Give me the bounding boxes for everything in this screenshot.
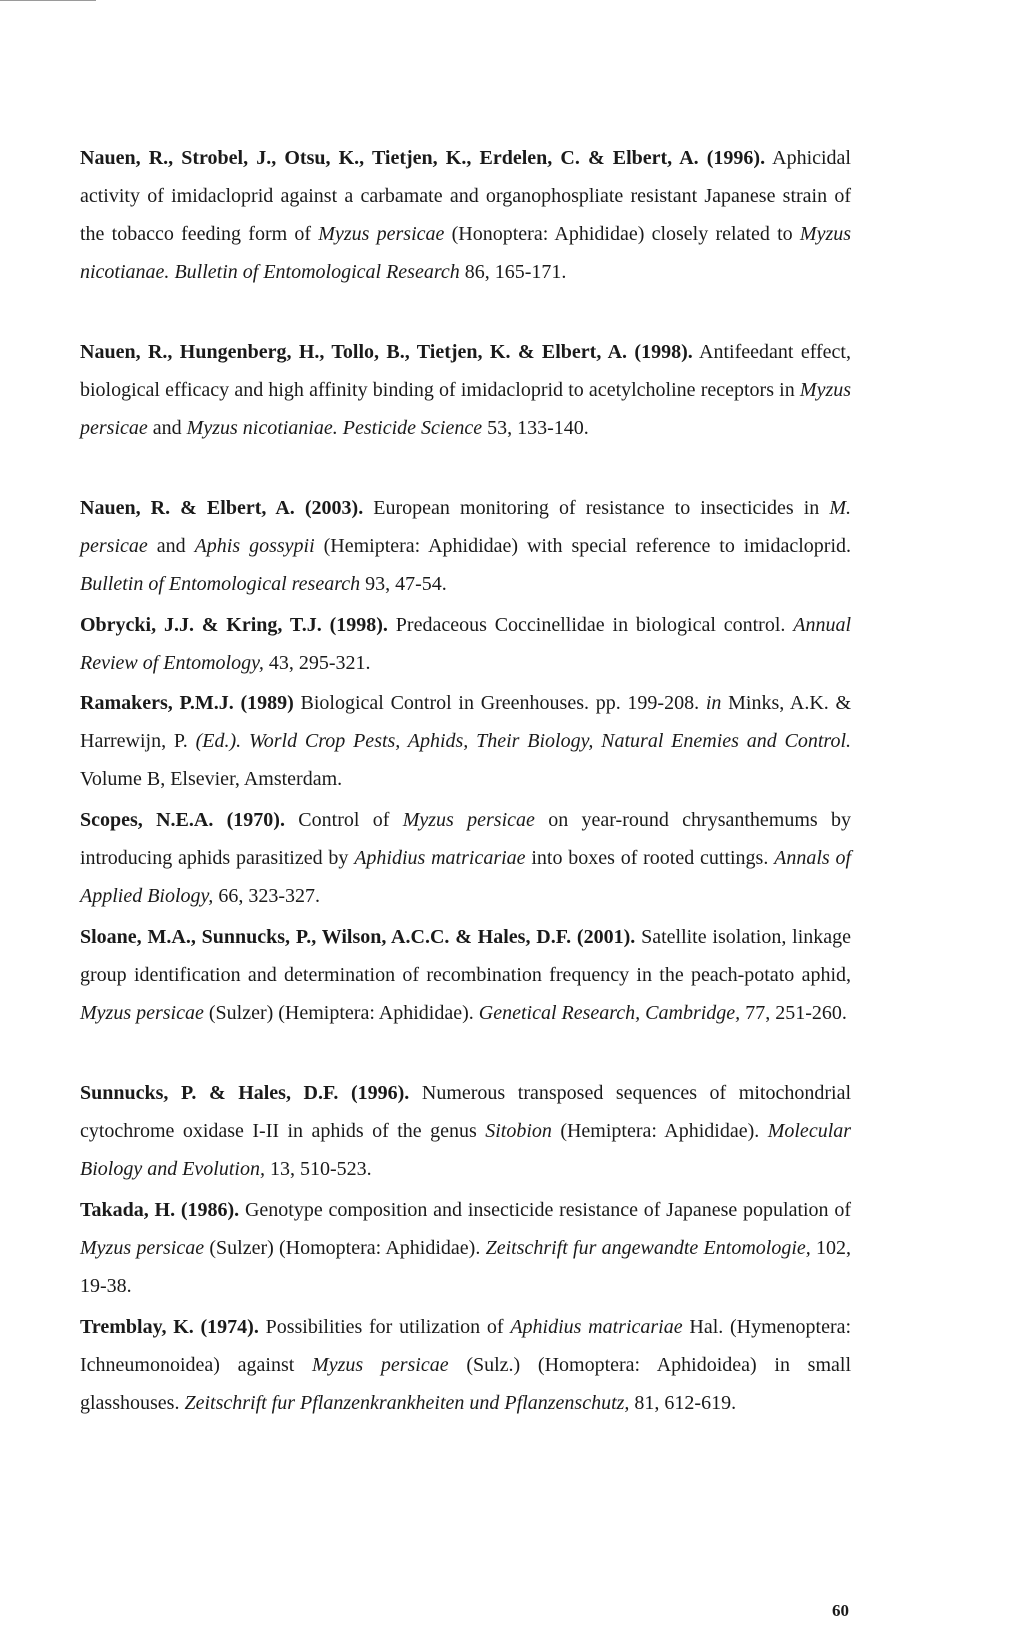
in-marker: in bbox=[705, 692, 722, 714]
journal-name: Bulletin of Entomological research bbox=[80, 573, 361, 595]
species-name: Myzus persicae bbox=[80, 1002, 204, 1024]
reference-authors: Takada, H. (1986). bbox=[80, 1199, 240, 1221]
journal-name: Pesticide Science bbox=[342, 417, 483, 439]
reference-title: Control of bbox=[298, 809, 390, 831]
citation-details: 66, 323-327. bbox=[218, 885, 320, 907]
reference-title-cont: on year-round chrysanthemums by introducing aphids parasitized by bbox=[80, 809, 852, 869]
species-name: Myzus nicotianiae. bbox=[186, 417, 338, 439]
reference-entry bbox=[80, 684, 851, 798]
citation-details: 81, 612-619. bbox=[634, 1392, 737, 1414]
journal-name: Genetical Research, Cambridge, bbox=[478, 1002, 741, 1024]
reference-entry bbox=[80, 139, 851, 291]
citation-details: 77, 251-260. bbox=[745, 1002, 847, 1024]
species-name: Sitobion bbox=[485, 1120, 552, 1142]
reference-title-cont: Hal. (Hymenoptera: Ichneumonoidea) against bbox=[80, 1316, 852, 1376]
reference-authors: Scopes, N.E.A. (1970). bbox=[80, 809, 285, 831]
reference-title: Aphicidal activity of imidacloprid against a carbamate and organophospliate resistant Japanese strain of the tobacco feeding form of bbox=[80, 147, 851, 245]
reference-entry bbox=[80, 489, 851, 603]
journal-name: Molecular Biology and Evolution, bbox=[80, 1120, 852, 1180]
reference-editors: Minks, A.K. & Harrewijn, P. bbox=[80, 692, 852, 752]
scan-edge-line bbox=[0, 0, 96, 1]
reference-title-cont: (Sulzer) (Hemiptera: Aphididae). bbox=[208, 1002, 474, 1024]
species-name: Myzus persicae bbox=[312, 1354, 449, 1376]
journal-name: Zeitschrift fur angewandte Entomologie, bbox=[485, 1237, 811, 1259]
species-name: Myzus persicae bbox=[318, 223, 445, 245]
reference-title-cont: (Hemiptera: Aphididae). bbox=[560, 1120, 760, 1142]
reference-authors: Tremblay, K. (1974). bbox=[80, 1316, 259, 1338]
species-name: Myzus persicae bbox=[80, 1237, 205, 1259]
reference-title-cont: (Honoptera: Aphididae) closely related to bbox=[451, 223, 793, 245]
citation-details: Volume B, Elsevier, Amsterdam. bbox=[80, 768, 343, 790]
reference-title: European monitoring of resistance to insecticides in bbox=[373, 497, 820, 519]
species-name: Aphidius matricariae bbox=[354, 847, 526, 869]
book-title: World Crop Pests, Aphids, Their Biology, Natural Enemies and Control. bbox=[248, 730, 852, 752]
reference-authors: Obrycki, J.J. & Kring, T.J. (1998). bbox=[80, 614, 388, 636]
reference-title: Antifeedant effect, biological efficacy and high affinity binding of imidacloprid to acetylcholine receptors in bbox=[80, 341, 851, 401]
species-name: Myzus persicae bbox=[402, 809, 535, 831]
reference-authors: Sloane, M.A., Sunnucks, P., Wilson, A.C.C. & Hales, D.F. (2001). bbox=[80, 926, 636, 948]
reference-entry bbox=[80, 1074, 851, 1188]
reference-title-cont: (Sulzer) (Homoptera: Aphididae). bbox=[209, 1237, 481, 1259]
reference-title: Biological Control in Greenhouses. pp. 199-208. bbox=[300, 692, 700, 714]
editor-marker: (Ed.). bbox=[195, 730, 242, 752]
reference-title: Numerous transposed sequences of mitochondrial cytochrome oxidase I-II in aphids of the genus bbox=[80, 1082, 852, 1142]
reference-title-cont: (Hemiptera: Aphididae) with special reference to imidacloprid. bbox=[323, 535, 851, 557]
citation-details: 93, 47-54. bbox=[365, 573, 447, 595]
reference-title: Genotype composition and insecticide resistance of Japanese population of bbox=[244, 1199, 851, 1221]
species-name: M. persicae bbox=[80, 497, 852, 557]
reference-entry bbox=[80, 606, 851, 682]
reference-authors: Nauen, R., Strobel, J., Otsu, K., Tietjen, K., Erdelen, C. & Elbert, A. (1996). bbox=[80, 147, 766, 169]
reference-title-cont: and bbox=[152, 417, 182, 439]
reference-entry bbox=[80, 801, 851, 915]
page-number: 60 bbox=[832, 1601, 849, 1620]
reference-authors: Nauen, R. & Elbert, A. (2003). bbox=[80, 497, 364, 519]
reference-title: Predaceous Coccinellidae in biological control. bbox=[395, 614, 786, 636]
species-name: Aphidius matricariae bbox=[510, 1316, 683, 1338]
citation-details: 13, 510-523. bbox=[269, 1158, 372, 1180]
reference-entry bbox=[80, 333, 851, 447]
species-name: Myzus persicae bbox=[80, 379, 852, 439]
reference-entry bbox=[80, 1308, 851, 1422]
reference-title-cont: and bbox=[156, 535, 186, 557]
reference-entry bbox=[80, 918, 851, 1032]
reference-authors: Sunnucks, P. & Hales, D.F. (1996). bbox=[80, 1082, 410, 1104]
reference-title: Possibilities for utilization of bbox=[265, 1316, 504, 1338]
journal-name: Bulletin of Entomological Research bbox=[174, 261, 460, 283]
journal-name: Annals of Applied Biology, bbox=[80, 847, 852, 907]
reference-entry bbox=[80, 1191, 851, 1305]
reference-title-cont: (Sulz.) (Homoptera: Aphidoidea) in small glasshouses. bbox=[80, 1354, 852, 1414]
reference-authors: Nauen, R., Hungenberg, H., Tollo, B., Tietjen, K. & Elbert, A. (1998). bbox=[80, 341, 693, 363]
citation-details: 43, 295-321. bbox=[268, 652, 371, 674]
reference-title: Satellite isolation, linkage group identification and determination of recombination frequency in the peach-potato aphid, bbox=[80, 926, 852, 986]
species-name: Myzus nicotianae. bbox=[80, 223, 852, 283]
reference-title-cont: into boxes of rooted cuttings. bbox=[531, 847, 769, 869]
reference-authors: Ramakers, P.M.J. (1989) bbox=[80, 692, 294, 714]
citation-details: 86, 165-171. bbox=[464, 261, 567, 283]
journal-name: Zeitschrift fur Pflanzenkrankheiten und Pflanzenschutz, bbox=[184, 1392, 630, 1414]
species-name: Aphis gossypii bbox=[194, 535, 315, 557]
journal-name: Annual Review of Entomology, bbox=[80, 614, 852, 674]
citation-details: 53, 133-140. bbox=[487, 417, 589, 439]
citation-details: 102, 19-38. bbox=[80, 1237, 851, 1297]
